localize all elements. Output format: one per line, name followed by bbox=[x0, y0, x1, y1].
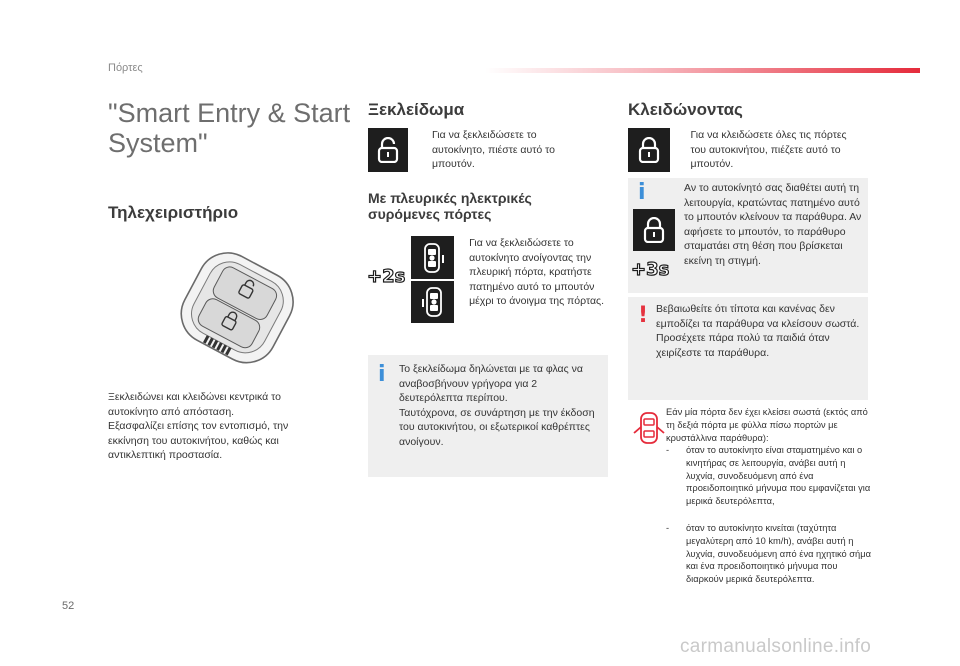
sliding-doors-heading: Με πλευρικές ηλεκτρικές συρόμενες πόρτες bbox=[368, 190, 532, 222]
hold-2s-badge: +2s bbox=[367, 266, 406, 287]
warning-text: Βεβαιωθείτε ότι τίποτα και κανένας δεν εμποδίζει τα παράθυρα να κλείσουν σωστά. Προσέχετε πάρα πολύ τα παιδιά όταν χειρίζεστε τα παράθυρα. bbox=[656, 303, 860, 359]
page-number: 52 bbox=[62, 600, 75, 612]
remote-description: Ξεκλειδώνει και κλειδώνει κεντρικά το αυτοκίνητο από απόσταση. Εξασφαλίζει επίσης τον εντοπισμό, την εκκίνηση του αυτοκινήτου, καθώς και αντικλεπτική προστασία. bbox=[108, 391, 289, 461]
lock-button-icon bbox=[628, 128, 670, 172]
warning-icon: ! bbox=[638, 303, 649, 328]
info-icon: i bbox=[378, 362, 386, 387]
unlock-button-icon bbox=[368, 128, 408, 172]
lock-instruction: Για να κλειδώσετε όλες τις πόρτες του αυτοκινήτου, πιέζετε αυτό το μπουτόν. bbox=[684, 128, 854, 172]
watermark: carmanualsonline.info bbox=[680, 636, 872, 657]
section-title: Πόρτες bbox=[108, 62, 143, 74]
lock-hold-icon bbox=[633, 209, 675, 251]
sliding-instruction: Για να ξεκλειδώσετε το αυτοκίνητο ανοίγοντας την πλευρική πόρτα, κρατήστε πατημένο αυτό το μπουτόν μέχρι το άνοιγμα της πόρτας. bbox=[466, 236, 606, 309]
door-open-item-1: - όταν το αυτοκίνητο είναι σταματημένο και ο κινητήρας σε λειτουργία, ανάβει αυτή η λυχνία, συνοδευόμενη από ένα προειδοποιητικό μήνυμα που εμφανίζεται για μερικά δευτερόλεπτα, bbox=[666, 445, 871, 507]
window-info-text: Αν το αυτοκίνητό σας διαθέτει αυτή τη λειτουργία, κρατώντας πατημένο αυτό το μπουτόν κλείνουν τα παράθυρα. Αν αφήσετε το μπουτόν, το παράθυρο σταματάει στη θέση που βρίσκεται εκείνη τη στιγμή. bbox=[684, 182, 862, 267]
lock-heading: Κλειδώνοντας bbox=[628, 100, 743, 119]
header-accent-bar bbox=[485, 68, 920, 73]
hold-3s-badge: +3s bbox=[631, 259, 670, 280]
arrow-bullet-icon bbox=[424, 128, 432, 172]
door-open-warning-icon bbox=[632, 410, 666, 451]
unlock-heading: Ξεκλείδωμα bbox=[368, 100, 465, 119]
info-icon: i bbox=[638, 180, 646, 205]
sliding-door-left-icon bbox=[411, 236, 454, 279]
remote-heading: Τηλεχειριστήριο bbox=[108, 203, 239, 222]
unlock-instruction: Για να ξεκλειδώσετε το αυτοκίνητο, πιέστε αυτό το μπουτόν. bbox=[424, 128, 589, 172]
page-title: "Smart Entry & Start System" bbox=[108, 98, 351, 158]
sliding-door-right-icon bbox=[411, 281, 454, 323]
key-fob-illustration bbox=[166, 250, 306, 375]
door-open-text: Εάν μία πόρτα δεν έχει κλείσει σωστά (εκτός από τη δεξιά πόρτα με φύλλα πίσω πορτών με κρυστάλλινα παράθυρα): bbox=[666, 407, 868, 443]
unlock-info-text: Το ξεκλείδωμα δηλώνεται με τα φλας να αναβοσβήνουν γρήγορα για 2 δευτερόλεπτα περίπου. Ταυτόχρονα, σε συνάρτηση με την έκδοση του αυτοκινήτου, οι εξωτερικοί καθρέπτες ανοίγουν. bbox=[399, 363, 595, 448]
door-open-item-2: - όταν το αυτοκίνητο κινείται (ταχύτητα μεγαλύτερη από 10 km/h), ανάβει αυτή η λυχνία, συνοδευόμενη από ένα ηχητικό σήμα και ένα προειδοποιητικό μήνυμα που διαρκούν μερικά δευτερόλεπτα. bbox=[666, 523, 871, 585]
